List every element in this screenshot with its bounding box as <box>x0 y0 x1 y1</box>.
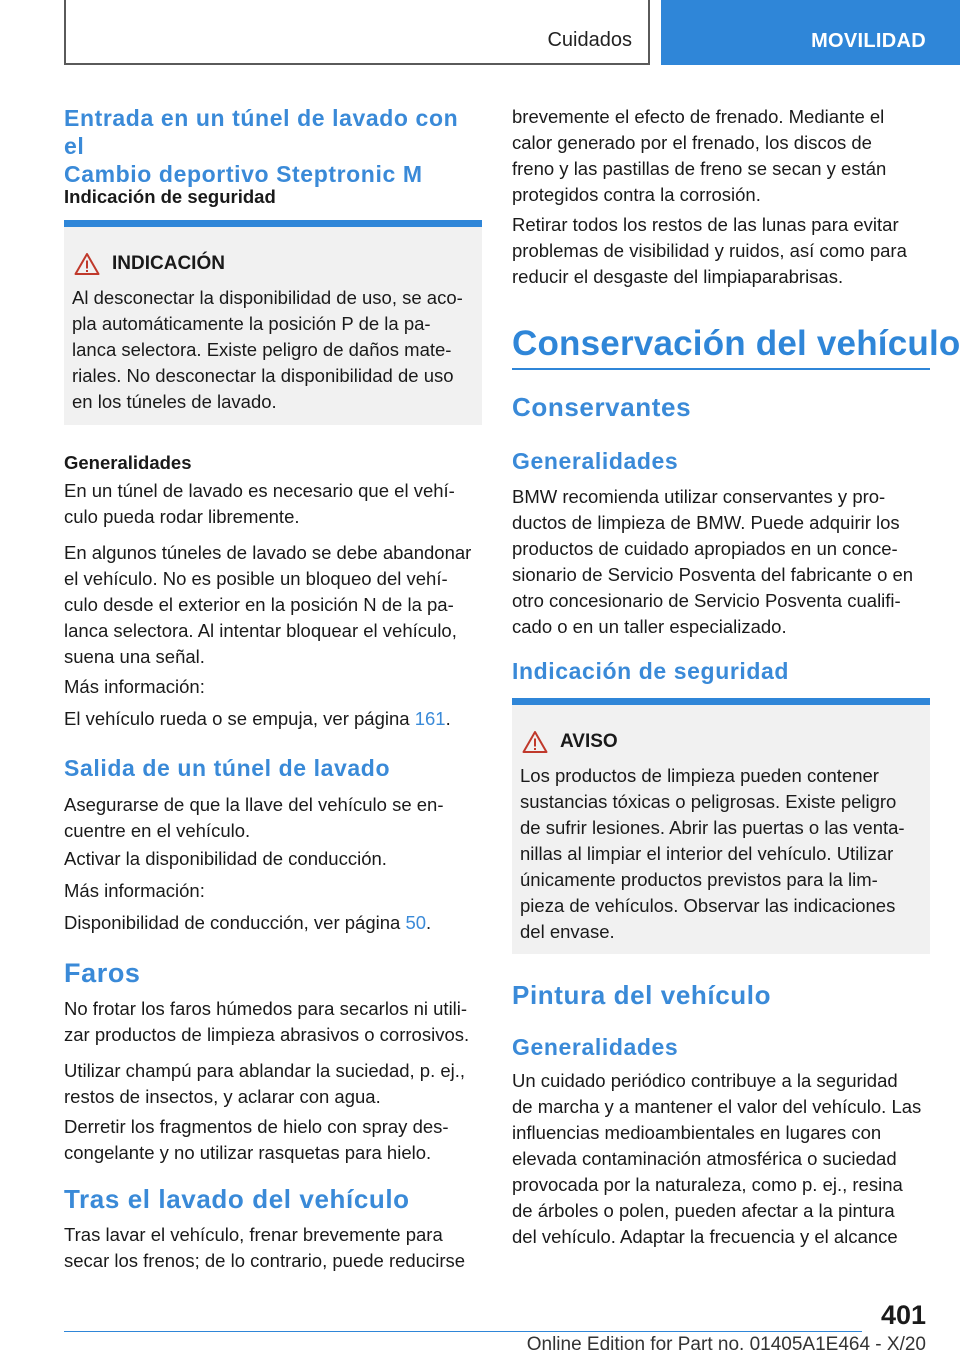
heading-general-conservants: Generalidades <box>512 448 679 474</box>
paragraph-faros-1: No frotar los faros húmedos para secarlos ni utili- zar productos de limpieza abrasivos o corrosivos. <box>64 998 470 1045</box>
paragraph-exit-1: Asegurarse de que la llave del vehículo se en- cuentre en el vehículo. <box>64 794 444 841</box>
more-info-label-2: Más información: <box>64 880 205 901</box>
heading-safety-notice: Indicación de seguridad <box>64 186 276 207</box>
warning-body: Los productos de limpieza pueden contener sustancias tóxicas o peligrosas. Existe peligro de sufrir lesiones. Abrir las puertas o las venta- nillas al limpiar el interior del vehículo. Utilizar únicamente productos previstos para la lim- pieza de vehículos. Observar las indicaciones del envase. <box>520 765 905 942</box>
reference-line-1 <box>64 706 482 732</box>
heading-vehicle-paint: Pintura del vehículo <box>512 980 772 1010</box>
paragraph-paint: Un cuidado periódico contribuye a la seguridad de marcha y a mantener el valor del vehículo. Las influencias medioambientales en lugares con elevada contaminación atmosférica o suciedad provocada por la naturaleza, como p. ej., resina de árboles o polen, pueden afectar a la pintura del vehículo. Adaptar la frecuencia y el alcance <box>512 1070 922 1247</box>
page-link-50[interactable]: 50 <box>405 912 427 933</box>
paragraph-continued-2: Retirar todos los restos de las lunas para evitar problemas de visibilidad y ruidos, así como para reducir el desgaste del limpiaparabrisas. <box>512 214 907 287</box>
title-rule <box>512 368 930 370</box>
footer-edition: Online Edition for Part no. 01405A1E464 - X/20 <box>526 1334 926 1355</box>
page-number: 401 <box>880 1300 926 1330</box>
header-chapter-tab[interactable] <box>661 0 960 65</box>
warning-triangle-icon <box>74 252 100 276</box>
reference-line-2 <box>64 910 482 936</box>
heading-faros: Faros <box>64 958 141 988</box>
paragraph-conservants: BMW recomienda utilizar conservantes y pro- ductos de limpieza de BMW. Puede adquirir los productos de cuidado apropiados en un conce- sionario de Servicio Posventa del fabricante o en otro concesionario de Servicio Posventa cualifi- cado o en un taller especializado. <box>512 486 914 637</box>
header-chapter-label: MOVILIDAD <box>811 30 926 52</box>
notice-body: Al desconectar la disponibilidad de uso, se aco- pla automáticamente la posición P de la pa- lanca selectora. Existe peligro de daños mate- riales. No desconectar la disponibilidad de uso en los túneles de lavado. <box>72 287 463 412</box>
paragraph-continued-1: brevemente el efecto de frenado. Mediante el calor generado por el frenado, los discos de freno y las pastillas de freno se secan y están protegidos contra la corrosión. <box>512 106 887 205</box>
paragraph-exit-2: Activar la disponibilidad de conducción. <box>64 848 387 869</box>
heading-after-wash: Tras el lavado del vehículo <box>64 1184 410 1214</box>
reference-end-2: . <box>426 912 432 933</box>
page-link-161[interactable]: 161 <box>414 708 446 729</box>
heading-general-paint: Generalidades <box>512 1034 679 1060</box>
heading-conservants: Conservantes <box>512 392 692 422</box>
notice-box <box>64 220 482 425</box>
warning-box <box>512 698 930 954</box>
reference-text-1: El vehículo rueda o se empuja, ver página <box>64 708 415 729</box>
warning-triangle-icon <box>522 730 548 754</box>
warning-title: AVISO <box>560 731 618 752</box>
paragraph-after-wash: Tras lavar el vehículo, frenar brevemente para secar los frenos; de lo contrario, puede reducirse <box>64 1224 466 1271</box>
paragraph-general-2: En algunos túneles de lavado se debe abandonar el vehículo. No es posible un bloqueo del vehí- culo desde el exterior en la posición N de la pa- lanca selectora. Al intentar bloquear el vehículo, suena una señal. <box>64 542 472 667</box>
heading-general: Generalidades <box>64 452 192 473</box>
reference-text-2: Disponibilidad de conducción, ver página <box>64 912 406 933</box>
header-section-box <box>64 0 650 65</box>
notice-title: INDICACIÓN <box>112 253 225 274</box>
reference-end-1: . <box>445 708 451 729</box>
heading-wash-exit: Salida de un túnel de lavado <box>64 755 391 781</box>
paragraph-faros-3: Derretir los fragmentos de hielo con spray des- congelante y no utilizar rasquetas para hielo. <box>64 1116 449 1163</box>
header-section-label: Cuidados <box>547 29 632 51</box>
heading-safety: Indicación de seguridad <box>512 658 790 684</box>
heading-wash-entry: Entrada en un túnel de lavado con el Cambio deportivo Steptronic M <box>64 105 459 187</box>
more-info-label-1: Más información: <box>64 676 205 697</box>
paragraph-general-1: En un túnel de lavado es necesario que el vehí- culo pueda rodar libremente. <box>64 480 455 527</box>
paragraph-faros-2: Utilizar champú para ablandar la suciedad, p. ej., restos de insectos, y aclarar con agua. <box>64 1060 466 1107</box>
heading-vehicle-conservation: Conservación del vehículo <box>512 324 960 363</box>
footer-rule <box>64 1331 862 1332</box>
